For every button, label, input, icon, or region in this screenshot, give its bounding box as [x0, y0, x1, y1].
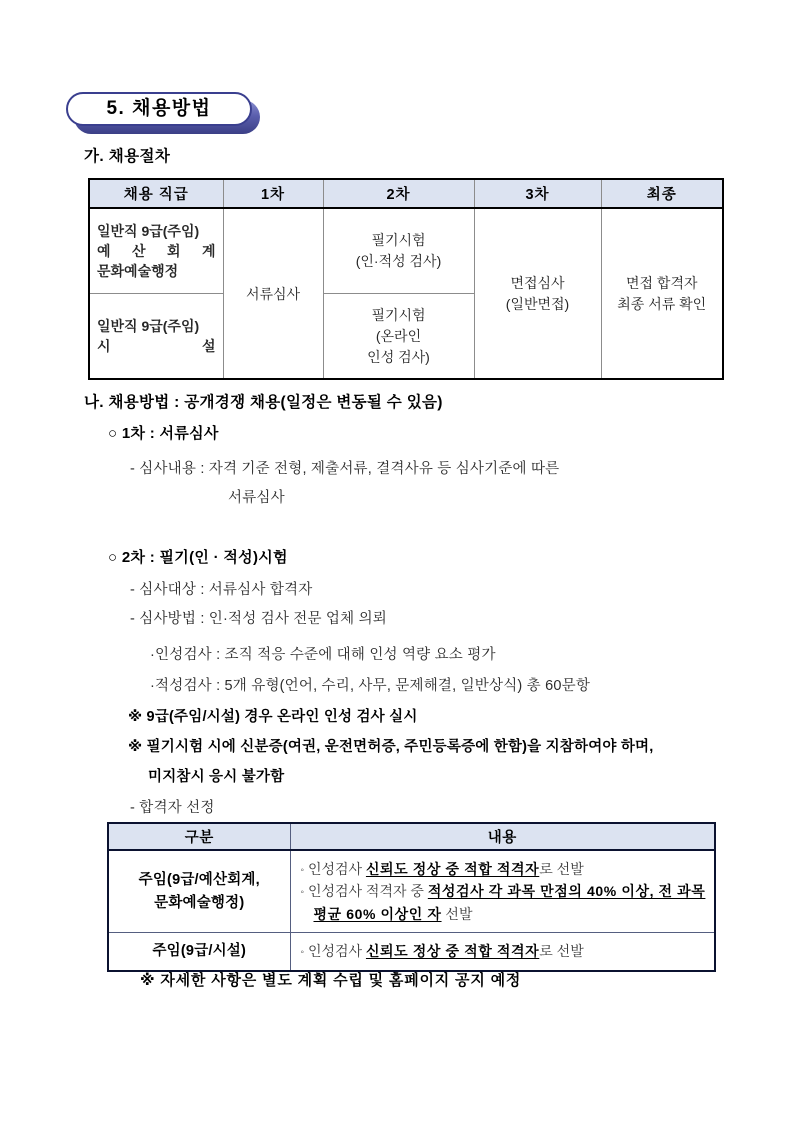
subsection-heading-a: 가. 채용절차	[84, 148, 171, 165]
bullet-post: 로 선발	[539, 861, 584, 877]
stage1-cell: 서류심사	[223, 208, 323, 379]
stage2-upper-cell	[323, 208, 474, 294]
stage2-item-2: - 심사방법 : 인·적성 검사 전문 업체 의뢰	[130, 611, 387, 627]
criteria-content-facility	[290, 933, 715, 971]
bullet-pre: 인성검사	[307, 943, 366, 960]
col-header-category: 구분	[108, 823, 290, 850]
hollow-circle-bullet-icon: ◦	[300, 947, 305, 959]
bullet-pre: 인성검사 적격자 중	[307, 883, 428, 900]
bullet-emphasis: 신뢰도 정상 중 적합 적격자	[365, 861, 540, 877]
criteria-label-line-2: 문화예술행정)	[154, 894, 245, 911]
criteria-label-accounting	[108, 850, 290, 933]
bullet-emphasis: 적성검사 각 과목 만점의 40% 이상, 전 과목 평균 60% 이상인 자	[313, 883, 706, 922]
stage2-note-2: ※ 필기시험 시에 신분증(여권, 운전면허증, 주민등록증에 한함)을 지참하여야 하며,	[128, 739, 654, 755]
col-header-job: 채용 직급	[89, 179, 223, 208]
table-row	[108, 933, 715, 971]
section-title-text: 5. 채용방법	[106, 97, 212, 119]
criteria-bullet	[301, 940, 709, 962]
stage2-note-2-continued: 미지참시 응시 불가함	[148, 769, 285, 785]
stage2-lower-line-3: 인성 검사)	[367, 348, 430, 365]
bullet-post: 선발	[441, 905, 473, 922]
table-header-row	[89, 179, 723, 208]
stage3-line-1: 면접심사	[510, 274, 565, 291]
job-line-1: 일반직 9급(주임)	[97, 317, 200, 334]
section-title-badge	[66, 92, 266, 138]
criteria-label-line-1: 주임(9급/시설)	[152, 943, 247, 960]
bullet-pre: 인성검사	[307, 861, 366, 877]
badge-body	[66, 92, 252, 126]
job-line-2: 예 산 회 계	[97, 242, 216, 259]
stage3-cell	[474, 208, 601, 379]
bullet-emphasis: 신뢰도 정상 중 적합 적격자	[365, 943, 540, 960]
job-cell-facility	[89, 294, 223, 380]
final-cell	[601, 208, 723, 379]
stage1-item-1: - 심사내용 : 자격 기준 전형, 제출서류, 결격사유 등 심사기준에 따른	[130, 461, 560, 477]
stage2-note-1: ※ 9급(주임/시설) 경우 온라인 인성 검사 실시	[128, 709, 418, 725]
col-header-content: 내용	[290, 823, 715, 850]
hollow-circle-bullet-icon: ◦	[300, 887, 305, 899]
job-cell-general-accounting	[89, 208, 223, 294]
criteria-label-line-1: 주임(9급/예산회계,	[138, 872, 260, 889]
hollow-circle-bullet-icon: ◦	[300, 865, 305, 876]
bullet-post: 로 선발	[539, 943, 584, 960]
subsection-heading-b: 나. 채용방법 : 공개경쟁 채용(일정은 변동될 수 있음)	[84, 394, 443, 411]
col-header-stage2: 2차	[323, 179, 474, 208]
criteria-bullet	[301, 880, 709, 925]
job-line-1: 일반직 9급(주임)	[97, 222, 200, 239]
hiring-procedure-table	[88, 178, 724, 380]
col-header-final: 최종	[601, 179, 723, 208]
job-line-3: 문화예술행정	[97, 263, 179, 280]
stage2-lower-line-2: (온라인	[375, 327, 422, 344]
job-line-2: 시 설	[97, 338, 216, 354]
footer-note: ※ 자세한 사항은 별도 계획 수립 및 홈페이지 공지 예정	[140, 972, 522, 989]
col-header-stage3: 3차	[474, 179, 601, 208]
stage2-upper-line-2: (인·적성 검사)	[355, 253, 442, 269]
table-header-row	[108, 823, 715, 850]
stage2-lower-line-1: 필기시험	[371, 306, 426, 323]
final-line-2: 최종 서류 확인	[617, 295, 707, 312]
stage2-item-1: - 심사대상 : 서류심사 합격자	[130, 582, 313, 598]
stage3-line-2: (일반면접)	[505, 295, 570, 312]
table-row	[89, 208, 723, 294]
stage1-item-1-continued: 서류심사	[228, 490, 285, 506]
stage2-item-3: - 합격자 선정	[130, 800, 215, 816]
stage1-heading: ○ 1차 : 서류심사	[108, 425, 219, 442]
stage2-heading: ○ 2차 : 필기(인 · 적성)시험	[108, 549, 288, 566]
col-header-stage1: 1차	[223, 179, 323, 208]
pass-criteria-table	[107, 822, 716, 972]
stage2-lower-cell	[323, 294, 474, 380]
stage2-upper-line-1: 필기시험	[371, 232, 426, 248]
criteria-content-accounting	[290, 850, 715, 933]
criteria-label-facility	[108, 933, 290, 971]
stage2-sub-1: ·인성검사 : 조직 적응 수준에 대해 인성 역량 요소 평가	[150, 647, 496, 663]
table-row	[108, 850, 715, 933]
criteria-bullet	[301, 858, 709, 880]
final-line-1: 면접 합격자	[625, 274, 698, 291]
stage2-sub-2: ·적성검사 : 5개 유형(언어, 수리, 사무, 문제해결, 일반상식) 총 60문항	[150, 678, 591, 694]
